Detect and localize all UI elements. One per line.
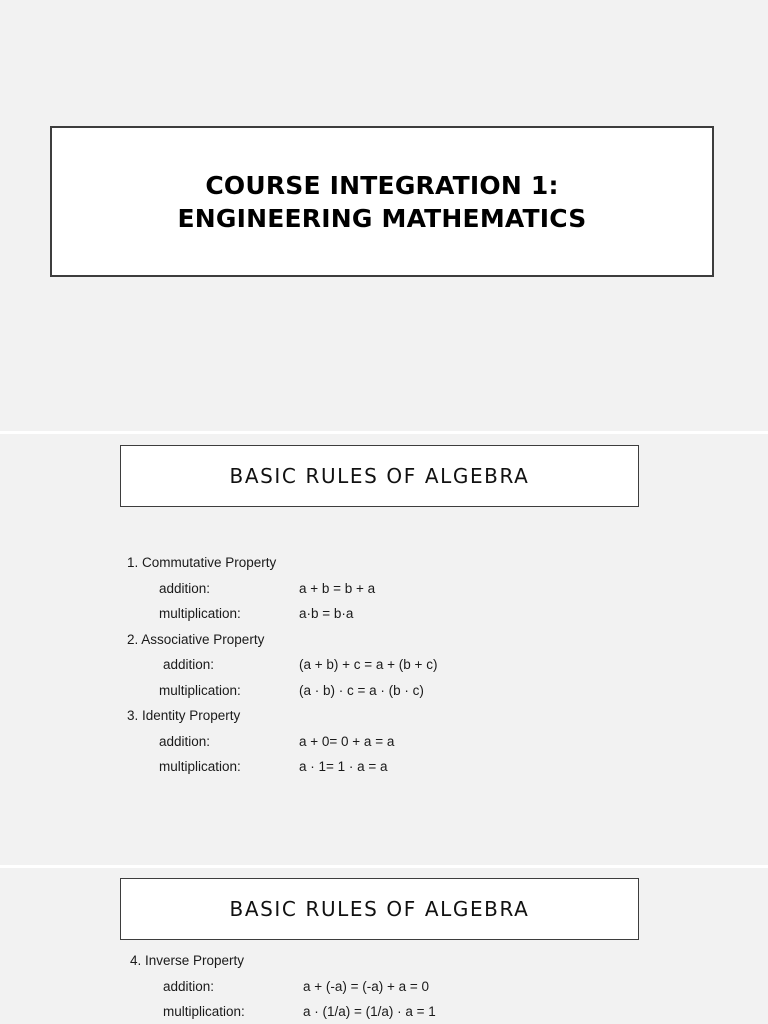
slide-basic-rules-2	[0, 868, 768, 1024]
slide-heading: BASIC RULES OF ALGEBRA	[229, 464, 530, 488]
rules-list	[0, 550, 768, 780]
property-title-row	[0, 627, 768, 653]
property-title: 1. Commutative Property	[127, 555, 277, 570]
rule-row	[0, 678, 768, 704]
rule-row	[0, 601, 768, 627]
property-title: 4. Inverse Property	[130, 953, 245, 968]
rule-row	[0, 754, 768, 780]
operation-label: multiplication:	[163, 1004, 245, 1019]
slide-title	[0, 0, 768, 431]
rule-row	[0, 974, 768, 1000]
title-line-1: COURSE INTEGRATION 1:	[205, 170, 559, 200]
heading-box	[120, 878, 639, 940]
operation-label: multiplication:	[159, 606, 241, 621]
formula: a + b = b + a	[299, 580, 376, 596]
formula: a·b = b·a	[299, 606, 354, 621]
rules-list	[0, 948, 768, 1024]
property-title: 3. Identity Property	[127, 708, 241, 723]
formula: a · (1/a) = (1/a) · a = 1	[303, 1004, 436, 1019]
property-title-row	[0, 550, 768, 576]
operation-label: addition:	[163, 657, 215, 672]
heading-box	[120, 445, 639, 507]
operation-label: multiplication:	[159, 759, 241, 774]
property-title-row	[0, 948, 768, 974]
operation-label: addition:	[163, 978, 215, 994]
rule-row	[0, 652, 768, 678]
rule-row	[0, 729, 768, 755]
formula: (a · b) · c = a · (b · c)	[299, 682, 424, 698]
formula: a · 1= 1 · a = a	[299, 759, 388, 774]
formula: (a + b) + c = a + (b + c)	[299, 657, 438, 672]
rule-row	[0, 576, 768, 602]
title-line-2: ENGINEERING MATHEMATICS	[177, 203, 587, 233]
formula: a + (-a) = (-a) + a = 0	[303, 978, 430, 994]
slide-heading: BASIC RULES OF ALGEBRA	[229, 897, 530, 921]
slide-basic-rules-1	[0, 434, 768, 865]
operation-label: multiplication:	[159, 682, 241, 698]
property-title-row	[0, 703, 768, 729]
title-box	[50, 126, 714, 277]
formula: a + 0= 0 + a = a	[299, 733, 395, 749]
operation-label: addition:	[159, 733, 211, 749]
rule-row	[0, 999, 768, 1024]
operation-label: addition:	[159, 580, 211, 596]
property-title: 2. Associative Property	[127, 631, 265, 647]
